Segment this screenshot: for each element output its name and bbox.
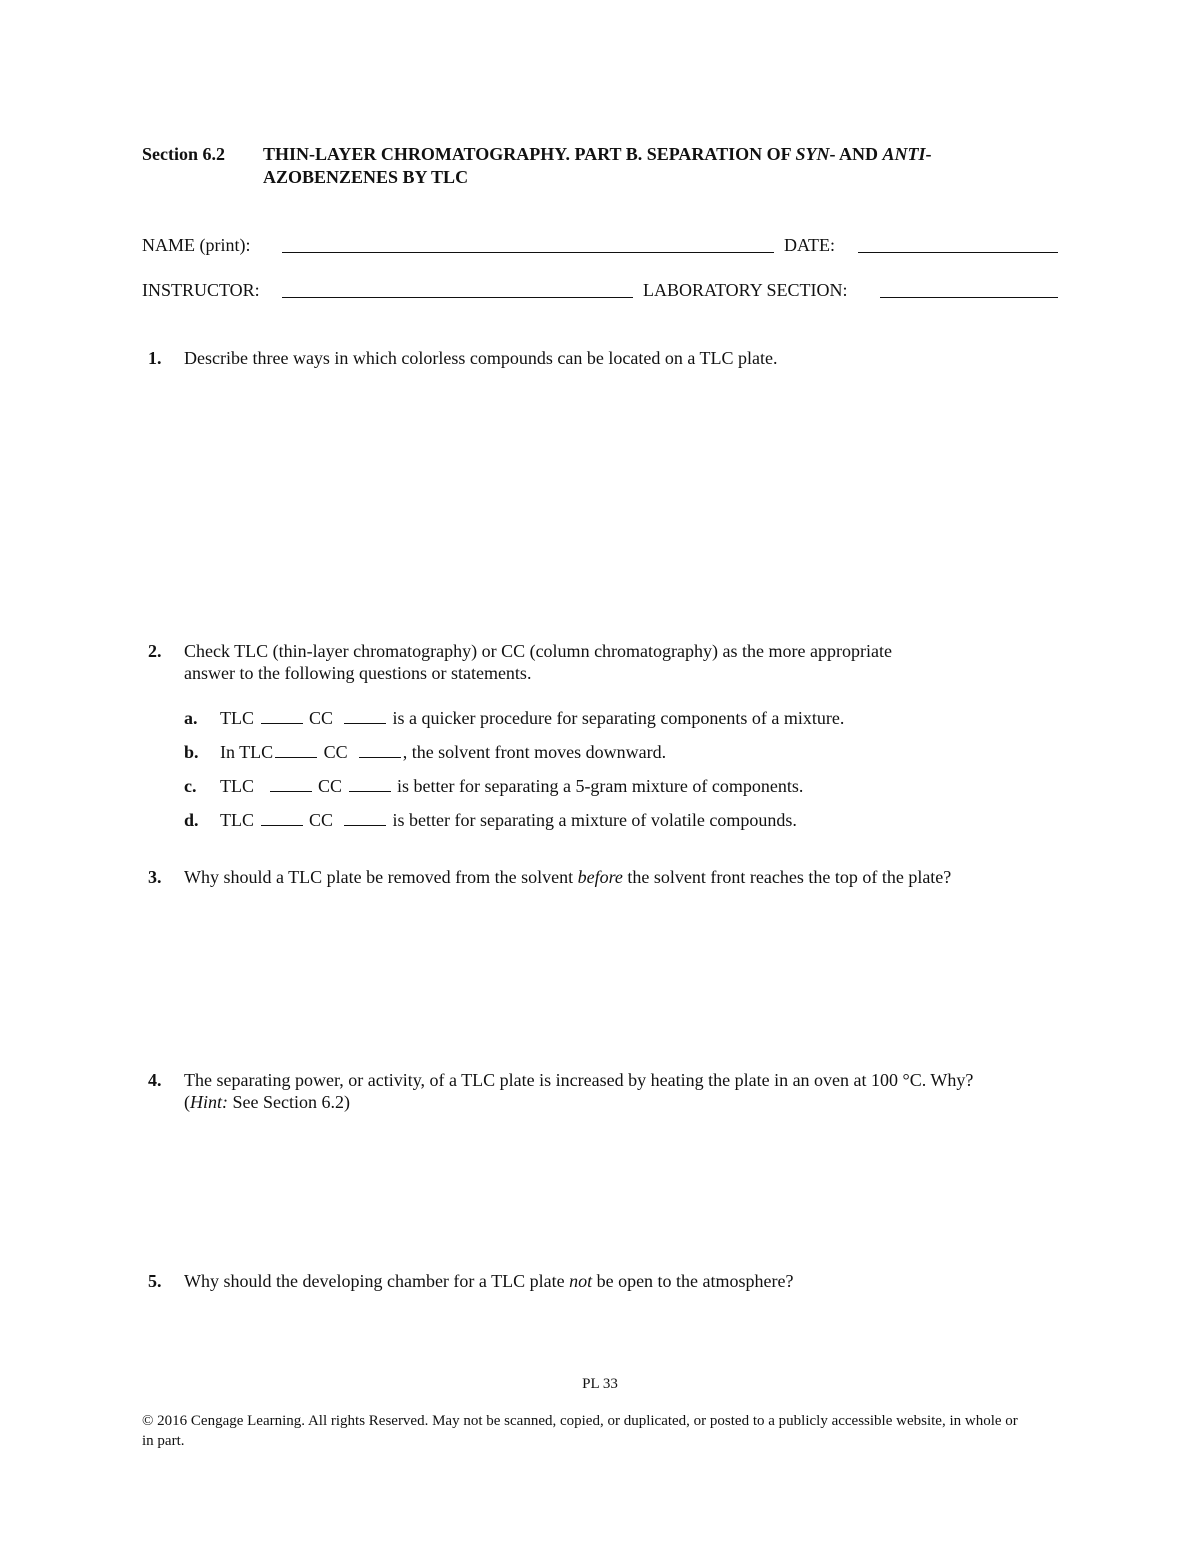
- name-field[interactable]: [282, 252, 774, 253]
- item-c-tlc-blank[interactable]: [270, 777, 312, 792]
- item-c-cc-label: CC: [318, 776, 343, 796]
- item-a-letter: a.: [184, 708, 198, 728]
- title-syn: SYN: [795, 144, 830, 164]
- item-c-tlc-label: TLC: [220, 776, 254, 796]
- page-title-line1: [263, 143, 931, 166]
- item-a-text: is a quicker procedure for separating components of a mixture.: [392, 708, 845, 728]
- item-c-letter: c.: [184, 776, 197, 796]
- item-b-cc-label: CC: [323, 742, 348, 762]
- question-3-text-b: the solvent front reaches the top of the plate?: [622, 867, 952, 887]
- item-c: [220, 775, 803, 798]
- item-d-tlc-blank[interactable]: [261, 811, 303, 826]
- date-field[interactable]: [858, 252, 1058, 253]
- item-b-tlc-blank[interactable]: [275, 743, 317, 758]
- item-d-cc-blank[interactable]: [344, 811, 386, 826]
- question-3-text: [184, 866, 951, 889]
- item-a-tlc-label: TLC: [220, 708, 254, 728]
- item-c-cc-blank[interactable]: [349, 777, 391, 792]
- question-5-number: 5.: [148, 1271, 162, 1291]
- question-2-number: 2.: [148, 641, 162, 661]
- question-2-text-line2: answer to the following questions or statements.: [184, 663, 532, 683]
- question-2-text-line1: Check TLC (thin-layer chromatography) or CC (column chromatography) as the more appropriate: [184, 641, 892, 661]
- item-b-cc-blank[interactable]: [359, 743, 401, 758]
- question-1-number: 1.: [148, 348, 162, 368]
- question-5-text: [184, 1270, 794, 1293]
- title-text-b: - AND: [829, 144, 883, 164]
- item-b: [220, 741, 666, 764]
- question-4-hint-text: See Section 6.2): [228, 1092, 350, 1112]
- question-5-text-a: Why should the developing chamber for a TLC plate: [184, 1271, 570, 1291]
- question-3-text-a: Why should a TLC plate be removed from the solvent: [184, 867, 578, 887]
- title-text-a: THIN-LAYER CHROMATOGRAPHY. PART B. SEPARATION OF: [263, 144, 796, 164]
- date-label: DATE:: [784, 235, 835, 255]
- item-b-text: , the solvent front moves downward.: [402, 742, 667, 762]
- question-4-text-line2: [184, 1091, 350, 1114]
- copyright-line2: in part.: [142, 1433, 185, 1449]
- question-4-hint-label: Hint:: [190, 1092, 228, 1112]
- item-d: [220, 809, 797, 832]
- question-3-number: 3.: [148, 867, 162, 887]
- item-d-letter: d.: [184, 810, 199, 830]
- item-d-tlc-label: TLC: [220, 810, 254, 830]
- question-4-paren: (: [184, 1092, 190, 1112]
- title-anti: ANTI: [882, 144, 926, 164]
- copyright-icon: ©: [142, 1413, 154, 1429]
- question-4-text-line1: The separating power, or activity, of a TLC plate is increased by heating the plate in an oven at 100 °C. Why?: [184, 1070, 974, 1090]
- instructor-field[interactable]: [282, 297, 633, 298]
- title-text-c: -: [925, 144, 932, 164]
- question-5-emphasis: not: [569, 1271, 593, 1291]
- question-3-emphasis: before: [577, 867, 623, 887]
- question-1-text: Describe three ways in which colorless compounds can be located on a TLC plate.: [184, 348, 778, 368]
- item-a-cc-label: CC: [309, 708, 334, 728]
- item-a-cc-blank[interactable]: [344, 709, 386, 724]
- question-4-number: 4.: [148, 1070, 162, 1090]
- item-a: [220, 707, 844, 730]
- copyright-line1: [142, 1412, 1018, 1431]
- item-b-letter: b.: [184, 742, 199, 762]
- lab-section-field[interactable]: [880, 297, 1058, 298]
- item-d-text: is better for separating a mixture of volatile compounds.: [392, 810, 797, 830]
- item-d-cc-label: CC: [309, 810, 334, 830]
- item-a-tlc-blank[interactable]: [261, 709, 303, 724]
- page-number: PL 33: [582, 1376, 618, 1392]
- instructor-label: INSTRUCTOR:: [142, 280, 260, 300]
- lab-section-label: LABORATORY SECTION:: [643, 280, 848, 300]
- item-c-text: is better for separating a 5-gram mixture of components.: [397, 776, 804, 796]
- page-title-line2: AZOBENZENES BY TLC: [263, 167, 469, 187]
- copyright-text: 2016 Cengage Learning. All rights Reserved. May not be scanned, copied, or duplicated, or posted to a publicly accessible website, in whole or: [153, 1413, 1018, 1429]
- question-5-text-b: be open to the atmosphere?: [592, 1271, 794, 1291]
- name-label: NAME (print):: [142, 235, 251, 255]
- item-b-tlc-label: In TLC: [220, 742, 274, 762]
- section-label: Section 6.2: [142, 144, 225, 164]
